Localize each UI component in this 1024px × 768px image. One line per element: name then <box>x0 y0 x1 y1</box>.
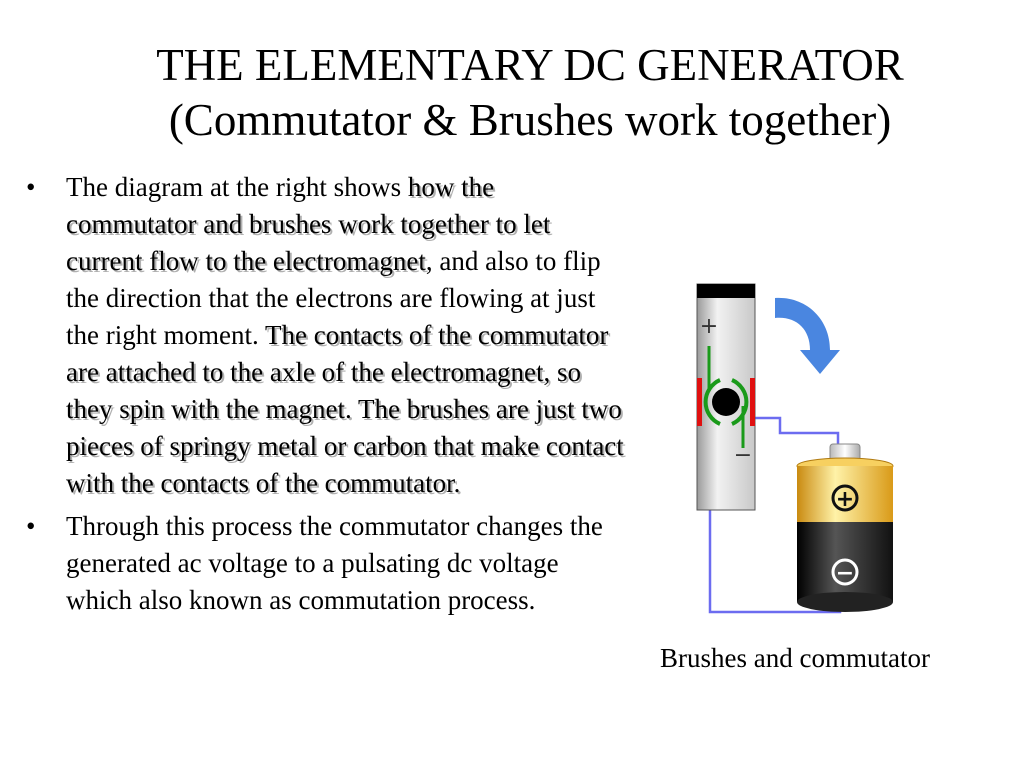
bullet-marker: • <box>26 172 36 202</box>
minus-sign: − <box>733 443 753 468</box>
battery-plus-icon: + <box>835 487 855 512</box>
bullet-text-emphasis: how the commutator and brushes work together to let current flow to the electromagnet <box>66 172 551 276</box>
red-brush-right <box>750 378 755 426</box>
axle <box>712 388 740 416</box>
battery-bottom <box>797 592 893 612</box>
battery-minus-icon: − <box>835 561 855 586</box>
plus-sign: + <box>699 314 719 339</box>
bullet-marker: • <box>26 511 36 541</box>
bullet-item <box>26 508 626 619</box>
wire-top <box>753 418 838 463</box>
bullet-text: The diagram at the right shows <box>66 172 408 202</box>
title-line-1: THE ELEMENTARY DC GENERATOR <box>156 40 904 90</box>
bullet-text: Through this process the commutator changes the generated ac voltage to a pulsating dc voltage which also known as commutation process. <box>66 511 603 615</box>
title-line-2: (Commutator & Brushes work together) <box>168 95 892 145</box>
bullet-item <box>26 169 626 502</box>
bullet-list <box>26 169 626 625</box>
red-brush-left <box>697 378 702 426</box>
panel-top-bar <box>697 284 755 298</box>
commutator-diagram <box>680 278 910 618</box>
rotation-arrow <box>775 298 840 374</box>
bullet-text-emphasis: The contacts of the commutator are attached to the axle of the electromagnet, so they spin with the magnet. The brushes are just two pieces of springy metal or carbon that make contact with the contacts of the commutator. <box>66 320 624 498</box>
figure-caption: Brushes and commutator <box>660 643 930 673</box>
bullet-text: , and also to flip the direction that the electrons are flowing at just the right moment. <box>66 246 601 350</box>
slide-title <box>0 38 1024 148</box>
